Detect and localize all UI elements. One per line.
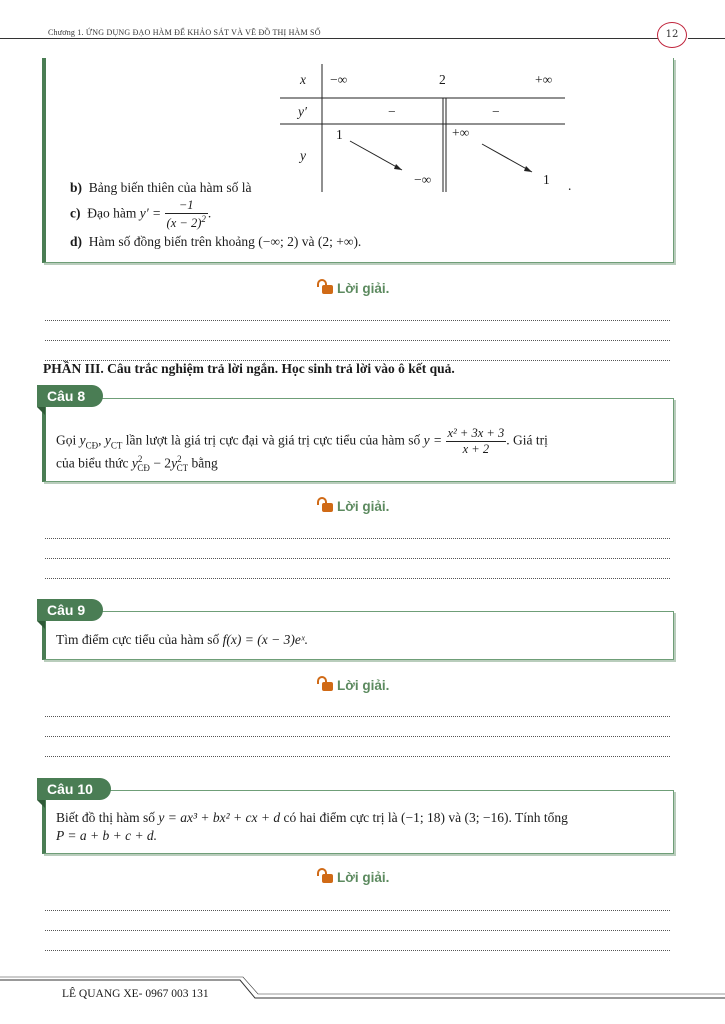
question-tag-9: Câu 9	[37, 599, 103, 621]
answer-line	[45, 756, 670, 757]
question-8-line1: Gọi $y_{CĐ}$, $y_{CT}$ lần lượt là giá trị cực đại và giá trị cực tiểu của hàm số y = $\frac{\text{x² + 3x + 3}}{x + 2}$ . Giá trị	[56, 426, 548, 456]
item-d	[70, 234, 361, 250]
item-c-fraction: $\frac{-1}{(x - 2)^2}$	[166, 198, 206, 231]
section-heading: PHẦN III. Câu trắc nghiệm trả lời ngắn. Học sinh trả lời vào ô kết quả.	[43, 361, 459, 377]
answer-line	[45, 950, 670, 951]
item-c-label: c)	[70, 205, 81, 221]
table-yprime-sign-1: −	[388, 104, 396, 119]
unlock-icon	[322, 874, 333, 883]
answer-line	[45, 320, 670, 321]
unlock-icon	[322, 682, 333, 691]
item-d-text: Hàm số đồng biến trên khoảng (−∞; 2) và (2; +∞).	[88, 234, 362, 249]
answer-line	[45, 578, 670, 579]
header-rule	[0, 38, 660, 39]
answer-line	[45, 558, 670, 559]
solution-heading-4: Lời giải.	[322, 870, 389, 885]
table-yprime-sign-2: −	[492, 104, 500, 119]
item-c-yprime: y′ =	[139, 205, 162, 221]
solution-heading-2: Lời giải.	[322, 499, 389, 514]
tag-tail	[37, 407, 45, 415]
question-8-fraction: $\frac{\text{x² + 3x + 3}}{x + 2}$	[447, 426, 505, 456]
table-y-neg-inf: −∞	[414, 172, 432, 187]
decreasing-arrow-2	[482, 144, 532, 172]
question-10-line1: Biết đồ thị hàm số y = ax³ + bx² + cx + d có hai điểm cực trị là (−1; 18) và (3; −16). Tính tổng	[56, 810, 568, 825]
solution-heading-1: Lời giải.	[322, 281, 389, 296]
item-b	[70, 180, 251, 196]
table-y-label: y	[300, 148, 306, 163]
header-rule-right	[688, 38, 725, 39]
page-number: 12	[657, 22, 687, 48]
table-yprime-label: y′	[298, 104, 307, 119]
unlock-icon	[322, 285, 333, 294]
answer-line	[45, 736, 670, 737]
item-b-label: b)	[70, 180, 83, 195]
question-tag-10: Câu 10	[37, 778, 111, 800]
table-x-2: 2	[439, 72, 446, 87]
question-10-line2: P = a + b + c + d.	[56, 828, 158, 843]
footer-author: LÊ QUANG XE- 0967 003 131	[62, 988, 209, 1000]
answer-line	[45, 716, 670, 717]
unlock-icon	[322, 503, 333, 512]
table-y-1-right: 1	[543, 172, 550, 187]
solution-heading-3: Lời giải.	[322, 678, 389, 693]
chapter-title: Chương 1. ỨNG DỤNG ĐẠO HÀM ĐỂ KHẢO SÁT VÀ VẼ ĐỒ THỊ HÀM SỐ	[48, 28, 321, 37]
tag-tail	[37, 800, 45, 808]
answer-line	[45, 340, 670, 341]
question-8-line2: của biểu thức $y^2_{CĐ} - 2y^2_{CT}$ bằng	[56, 454, 218, 474]
table-x-pos-inf: +∞	[535, 72, 553, 87]
question-tag-8: Câu 8	[37, 385, 103, 407]
answer-line	[45, 538, 670, 539]
answer-line	[45, 930, 670, 931]
item-c-text: Đạo hàm	[87, 205, 137, 221]
table-y-1-left: 1	[336, 127, 343, 142]
question-9-text: Tìm điểm cực tiểu của hàm số f(x) = (x − 3)eˣ.	[56, 632, 309, 647]
item-b-text: Bảng biến thiên của hàm số là	[88, 180, 252, 195]
decreasing-arrow-1	[350, 141, 402, 170]
table-x-label: x	[300, 72, 306, 87]
table-y-pos-inf: +∞	[452, 125, 470, 140]
item-d-label: d)	[70, 234, 83, 249]
answer-line	[45, 910, 670, 911]
table-x-neg-inf: −∞	[330, 72, 348, 87]
item-c: c) Đạo hàm y′ = $\frac{-1}{(x - 2)^2}$ .	[70, 198, 212, 231]
table-period: .	[568, 178, 572, 193]
tag-tail	[37, 621, 45, 629]
